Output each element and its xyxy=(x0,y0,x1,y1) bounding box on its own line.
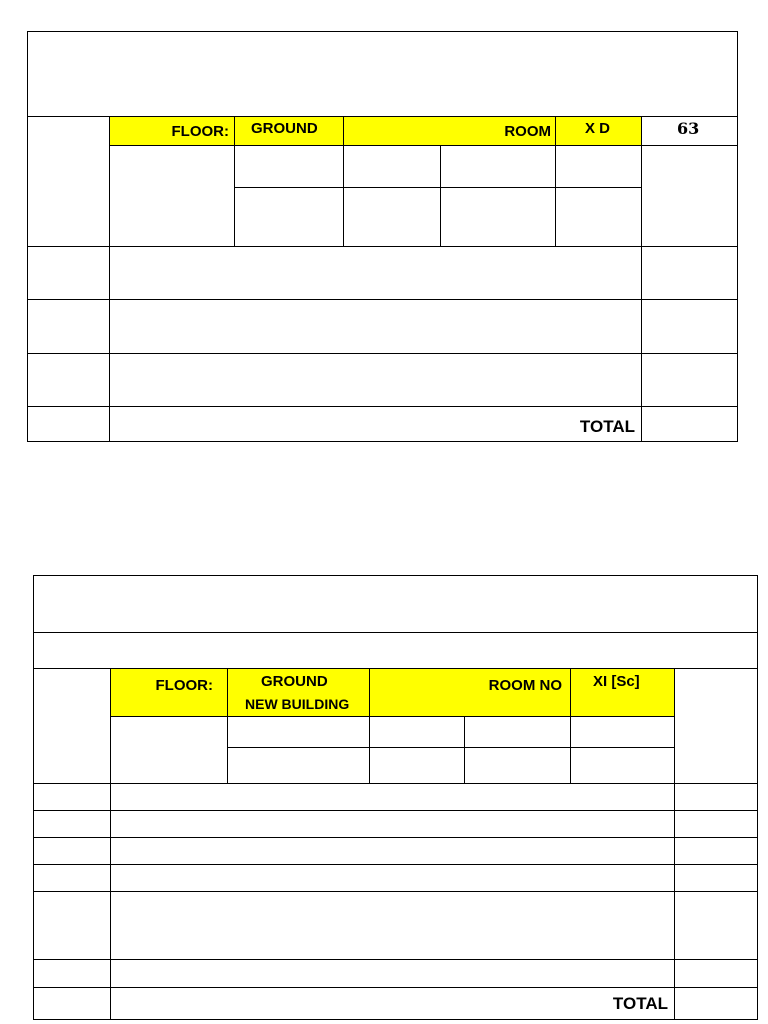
table2-floor-label: FLOOR: xyxy=(155,677,213,694)
table2-row-right xyxy=(674,891,758,960)
table2-right-cell xyxy=(674,668,758,784)
table1-row-right xyxy=(641,246,738,300)
table2-row-right xyxy=(674,959,758,988)
table1-subgrid-cell xyxy=(343,145,441,188)
table1-floor-value-cell xyxy=(234,116,344,146)
table1-subgrid-cell xyxy=(440,145,556,188)
table2-subtitle-cell xyxy=(33,632,758,669)
table1-class-value: X D xyxy=(585,120,611,137)
table1-row-left xyxy=(27,353,110,407)
table2-subgrid-left xyxy=(110,716,228,784)
table2-room-label: ROOM NO xyxy=(488,677,562,694)
table1-room-number-cell xyxy=(641,116,738,146)
table2-total-value-cell xyxy=(674,987,758,1020)
table2-subgrid-cell xyxy=(369,716,465,748)
table2-subgrid-cell xyxy=(227,747,370,784)
table1-room-label-cell xyxy=(343,116,556,146)
table1-row-main xyxy=(109,299,642,354)
table2-row-right xyxy=(674,783,758,811)
table1-total-label: TOTAL xyxy=(579,417,635,436)
table1-left-cell xyxy=(27,116,110,247)
table2-title-cell xyxy=(33,575,758,633)
table1-room-label: ROOM xyxy=(504,123,551,140)
table2-row-main xyxy=(110,837,675,865)
table2-class-cell xyxy=(570,668,675,717)
table1-subgrid-cell xyxy=(343,187,441,247)
table2-total-label: TOTAL xyxy=(612,994,668,1013)
table2-subgrid-cell xyxy=(570,716,675,748)
table1-subgrid-cell xyxy=(555,187,642,247)
table1-total-value-cell xyxy=(641,406,738,442)
table1-title-cell xyxy=(27,31,738,117)
table2-subgrid-cell xyxy=(464,747,571,784)
table2-floor-value: GROUND xyxy=(261,673,328,690)
table1-row-left xyxy=(27,299,110,354)
table2-row-left xyxy=(33,864,111,892)
table1-floor-label: FLOOR: xyxy=(171,123,229,140)
table2-row-main xyxy=(110,864,675,892)
table1-subgrid-cell xyxy=(440,187,556,247)
table2-subgrid-cell xyxy=(570,747,675,784)
table2-row-main xyxy=(110,959,675,988)
table2-floor-value-cell xyxy=(227,668,370,717)
table1-row-right xyxy=(641,353,738,407)
table1-subgrid-cell xyxy=(234,145,344,188)
table2-left-cell xyxy=(33,668,111,784)
table1-floor-value: GROUND xyxy=(251,120,318,137)
table2-row-left xyxy=(33,891,111,960)
table2-room-label-cell xyxy=(369,668,571,717)
table2-total-left xyxy=(33,987,111,1020)
table2-subgrid-cell xyxy=(369,747,465,784)
table1-right-cell xyxy=(641,145,738,247)
table1-class-cell xyxy=(555,116,642,146)
table1-total-left xyxy=(27,406,110,442)
table1-row-main xyxy=(109,353,642,407)
table1-subgrid-cell xyxy=(234,187,344,247)
table1-row-main xyxy=(109,246,642,300)
table2-row-left xyxy=(33,783,111,811)
table2-building-value: NEW BUILDING xyxy=(245,696,350,712)
table1-room-number: 63 xyxy=(677,119,700,138)
table2-row-left xyxy=(33,837,111,865)
table2-row-left xyxy=(33,959,111,988)
table2-row-main xyxy=(110,783,675,811)
table2-row-right xyxy=(674,864,758,892)
table2-subgrid-cell xyxy=(464,716,571,748)
table1-total-label-cell xyxy=(109,406,642,442)
table1-subgrid-left xyxy=(109,145,235,247)
table2-class-value: XI [Sc] xyxy=(593,673,640,690)
table2-total-label-cell xyxy=(110,987,675,1020)
table2-row-right xyxy=(674,837,758,865)
table1-floor-label-cell xyxy=(109,116,235,146)
table1-row-right xyxy=(641,299,738,354)
table2-subgrid-cell xyxy=(227,716,370,748)
table1-row-left xyxy=(27,246,110,300)
table2-floor-label-cell xyxy=(110,668,228,717)
table2-row-left xyxy=(33,810,111,838)
table1-subgrid-cell xyxy=(555,145,642,188)
table2-row-main xyxy=(110,891,675,960)
table2-row-main xyxy=(110,810,675,838)
table2-row-right xyxy=(674,810,758,838)
